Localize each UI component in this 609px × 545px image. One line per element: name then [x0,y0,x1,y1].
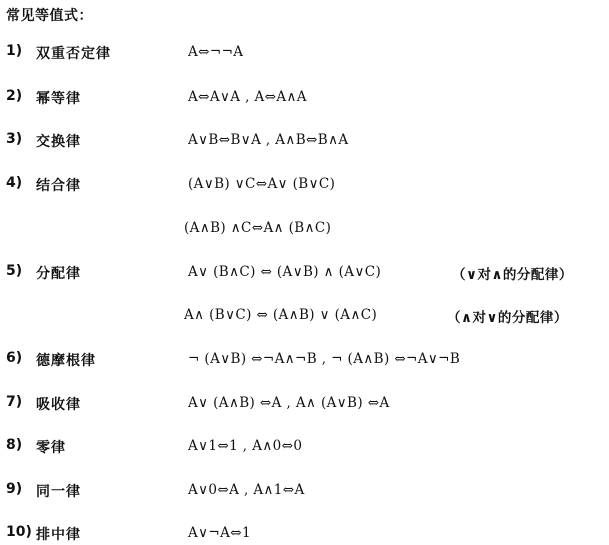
law-name: 吸收律 [36,397,81,413]
law-formula: A⇔¬¬A [188,44,244,60]
law-note: （∨对∧的分配律） [452,267,573,283]
law-name: 德摩根律 [36,353,96,369]
law-name: 双重否定律 [36,46,111,62]
law-name: 幂等律 [36,91,81,107]
law-formula: A∧ (B∨C) ⇔ (A∧B) ∨ (A∧C) [184,307,378,323]
law-number: 7) [6,394,23,410]
law-note: （∧对∨的分配律） [447,310,568,326]
law-formula: ¬ (A∨B) ⇔¬A∧¬B , ¬ (A∧B) ⇔¬A∨¬B [188,351,461,367]
law-formula: A∨1⇔1 , A∧0⇔0 [188,438,303,454]
law-name: 交换律 [36,134,81,150]
law-formula: A∨0⇔A , A∧1⇔A [188,482,305,498]
law-formula: A⇔A∨A , A⇔A∧A [188,89,307,105]
law-name: 结合律 [36,178,81,194]
law-formula: (A∨B) ∨C⇔A∨ (B∨C) [188,176,336,192]
law-number: 3) [6,131,23,147]
law-number: 4) [6,175,23,191]
law-name: 排中律 [36,527,81,543]
law-formula: A∨B⇔B∨A , A∧B⇔B∧A [188,132,349,148]
law-name: 零律 [36,440,66,456]
law-formula: A∨ (B∧C) ⇔ (A∨B) ∧ (A∨C) [188,264,382,280]
law-number: 8) [6,437,23,453]
law-formula: A∨ (A∧B) ⇔A , A∧ (A∨B) ⇔A [188,395,390,411]
law-number: 2) [6,88,23,104]
law-number: 9) [6,481,23,497]
law-formula: (A∧B) ∧C⇔A∧ (B∧C) [184,220,332,236]
law-formula: A∨¬A⇔1 [188,525,251,541]
law-number: 1) [6,43,23,59]
law-name: 分配律 [36,266,81,282]
law-number: 10) [6,524,32,540]
law-number: 6) [6,350,23,366]
law-number: 5) [6,263,23,279]
page-title: 常见等值式： [6,8,93,24]
law-name: 同一律 [36,484,81,500]
